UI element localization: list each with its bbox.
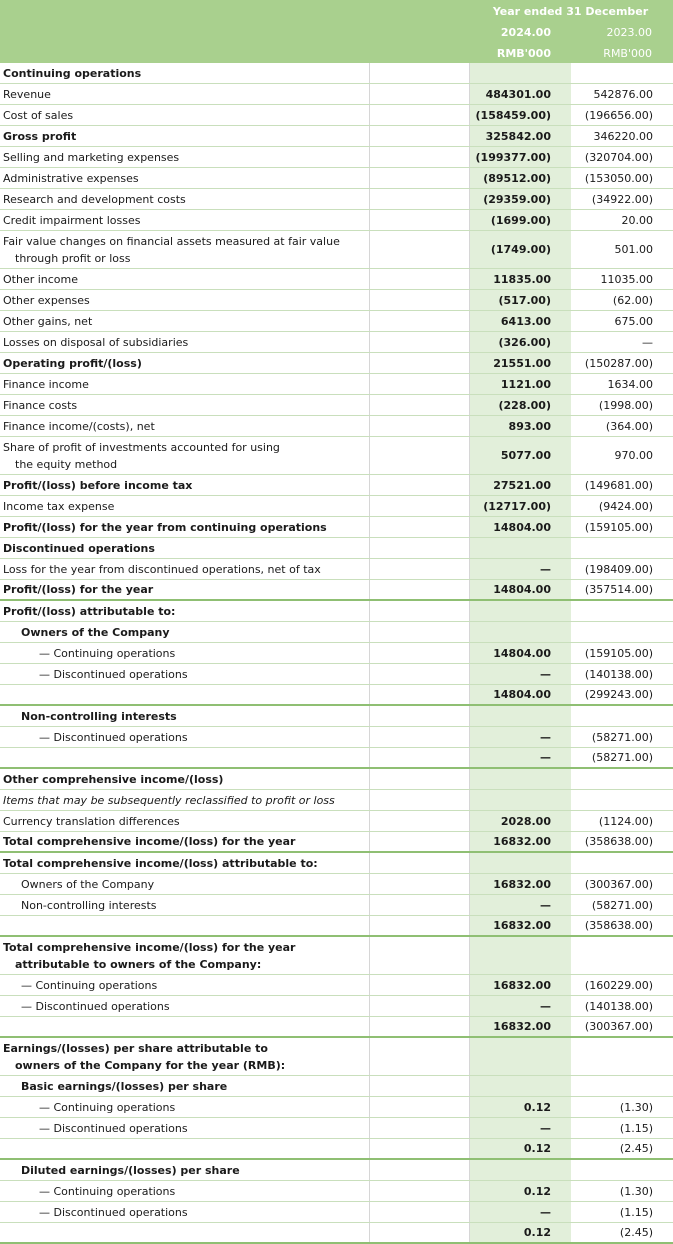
value-current: (158459.00) (470, 105, 571, 125)
value-current: (517.00) (470, 290, 571, 310)
note-cell (370, 1181, 470, 1201)
value-current: 1121.00 (470, 374, 571, 394)
table-row (0, 580, 673, 601)
table-row (0, 937, 673, 975)
value-prior: (34922.00) (591, 192, 653, 206)
value-prior (571, 538, 673, 558)
value-current: 893.00 (470, 416, 571, 436)
value-current (470, 63, 571, 83)
table-row (0, 1139, 673, 1160)
row-label (0, 1223, 370, 1242)
value-current: 14804.00 (470, 517, 571, 537)
note-cell (370, 105, 470, 125)
table-row (0, 1181, 673, 1202)
value-prior: (1.15) (619, 1205, 653, 1219)
row-label (0, 437, 370, 474)
row-label-line2: through profit or loss (15, 252, 131, 265)
note-cell (370, 975, 470, 995)
table-header (0, 0, 673, 63)
row-label: Diluted earnings/(losses) per share (0, 1160, 370, 1180)
row-label: Other expenses (0, 290, 370, 310)
table-row (0, 231, 673, 269)
row-label: Non-controlling interests (0, 706, 370, 726)
value-prior: (1.15) (619, 1121, 653, 1135)
value-current: 11835.00 (470, 269, 571, 289)
note-cell (370, 748, 470, 767)
value-prior: 1634.00 (607, 377, 653, 391)
value-current (470, 622, 571, 642)
row-label (0, 1139, 370, 1158)
row-label-line1: Earnings/(losses) per share attributable to (3, 1042, 268, 1055)
value-prior: (196656.00) (584, 108, 653, 122)
row-label: Profit/(loss) attributable to: (0, 601, 370, 621)
table-row (0, 769, 673, 790)
table-row (0, 517, 673, 538)
row-label: — Discontinued operations (0, 996, 370, 1016)
table-row (0, 748, 673, 769)
table-row (0, 1202, 673, 1223)
value-current: 6413.00 (470, 311, 571, 331)
note-cell (370, 996, 470, 1016)
value-prior: 542876.00 (593, 87, 653, 101)
note-cell (370, 210, 470, 230)
table-row (0, 916, 673, 937)
note-cell (370, 395, 470, 415)
value-current: — (470, 1118, 571, 1138)
table-row (0, 538, 673, 559)
row-label (0, 937, 370, 974)
table-row (0, 706, 673, 727)
row-label: Losses on disposal of subsidiaries (0, 332, 370, 352)
value-current: — (470, 895, 571, 915)
table-row (0, 975, 673, 996)
row-label: Research and development costs (0, 189, 370, 209)
row-label: Income tax expense (0, 496, 370, 516)
row-label: Total comprehensive income/(loss) attributable to: (0, 853, 370, 873)
note-cell (370, 374, 470, 394)
value-prior: (9424.00) (598, 499, 653, 513)
value-prior (571, 622, 673, 642)
value-current (470, 1076, 571, 1096)
note-cell (370, 664, 470, 684)
table-row (0, 63, 673, 84)
note-cell (370, 601, 470, 621)
table-row (0, 1160, 673, 1181)
unit-prior-heading: RMB'000 (603, 47, 652, 60)
table-row (0, 105, 673, 126)
value-current: (199377.00) (470, 147, 571, 167)
value-current: (89512.00) (470, 168, 571, 188)
value-current (470, 706, 571, 726)
row-label: Profit/(loss) for the year from continuing operations (0, 517, 370, 537)
row-label (0, 1038, 370, 1075)
value-current: 0.12 (470, 1139, 571, 1158)
table-row (0, 84, 673, 105)
value-prior: (1998.00) (598, 398, 653, 412)
note-cell (370, 416, 470, 436)
value-current: 14804.00 (470, 643, 571, 663)
table-row (0, 643, 673, 664)
unit-current-heading: RMB'000 (496, 47, 551, 60)
value-prior (571, 790, 673, 810)
note-cell (370, 1202, 470, 1222)
value-prior: (150287.00) (584, 356, 653, 370)
table-row (0, 475, 673, 496)
value-prior: 11035.00 (600, 272, 653, 286)
row-label: Other gains, net (0, 311, 370, 331)
note-cell (370, 475, 470, 495)
value-current: — (470, 559, 571, 579)
value-prior: (1.30) (619, 1100, 653, 1114)
value-prior: (62.00) (612, 293, 653, 307)
table-row (0, 664, 673, 685)
row-label: Owners of the Company (0, 622, 370, 642)
note-cell (370, 311, 470, 331)
period-heading: Year ended 31 December (492, 5, 649, 18)
note-cell (370, 769, 470, 789)
row-label: Finance costs (0, 395, 370, 415)
row-label-line1: Fair value changes on financial assets measured at fair value (3, 235, 340, 248)
table-row (0, 727, 673, 748)
row-label: Owners of the Company (0, 874, 370, 894)
row-label: — Discontinued operations (0, 727, 370, 747)
row-label: Finance income (0, 374, 370, 394)
row-label: Gross profit (0, 126, 370, 146)
value-current: (12717.00) (470, 496, 571, 516)
row-label: — Continuing operations (0, 643, 370, 663)
row-label: — Continuing operations (0, 1097, 370, 1117)
value-prior (571, 601, 673, 621)
row-label: Credit impairment losses (0, 210, 370, 230)
note-cell (370, 727, 470, 747)
row-label: Profit/(loss) for the year (0, 580, 370, 599)
value-current: 16832.00 (470, 975, 571, 995)
value-prior: (364.00) (605, 419, 653, 433)
note-cell (370, 1160, 470, 1180)
table-row (0, 496, 673, 517)
note-cell (370, 853, 470, 873)
value-prior: (58271.00) (591, 751, 653, 764)
row-label: — Discontinued operations (0, 1202, 370, 1222)
value-current: — (470, 996, 571, 1016)
note-cell (370, 790, 470, 810)
value-current: (1749.00) (470, 231, 571, 268)
row-label: Non-controlling interests (0, 895, 370, 915)
note-cell (370, 517, 470, 537)
value-prior: (358638.00) (584, 835, 653, 848)
value-prior: (358638.00) (584, 919, 653, 932)
table-row (0, 311, 673, 332)
table-row (0, 811, 673, 832)
value-current: 21551.00 (470, 353, 571, 373)
table-row (0, 269, 673, 290)
table-row (0, 874, 673, 895)
value-current (470, 853, 571, 873)
table-row (0, 1097, 673, 1118)
value-prior: 346220.00 (593, 129, 653, 143)
row-label (0, 1017, 370, 1036)
value-current: (1699.00) (470, 210, 571, 230)
value-prior: (1124.00) (598, 814, 653, 828)
value-current (470, 937, 571, 974)
value-current: 27521.00 (470, 475, 571, 495)
note-cell (370, 496, 470, 516)
year-current-heading: 2024.00 (500, 26, 551, 39)
row-label-line1: Share of profit of investments accounted for using (3, 441, 280, 454)
row-label: Revenue (0, 84, 370, 104)
row-label-line2: attributable to owners of the Company: (15, 958, 262, 971)
note-cell (370, 269, 470, 289)
row-label: Total comprehensive income/(loss) for the year (0, 832, 370, 851)
value-prior: (58271.00) (591, 898, 653, 912)
value-current: (29359.00) (470, 189, 571, 209)
note-cell (370, 1038, 470, 1075)
note-cell (370, 538, 470, 558)
note-cell (370, 126, 470, 146)
value-prior: (299243.00) (584, 688, 653, 701)
value-prior: (58271.00) (591, 730, 653, 744)
value-prior (571, 1160, 673, 1180)
value-prior (571, 853, 673, 873)
value-prior: (300367.00) (584, 877, 653, 891)
table-row (0, 622, 673, 643)
note-cell (370, 622, 470, 642)
table-row (0, 353, 673, 374)
value-prior: (1.30) (619, 1184, 653, 1198)
note-cell (370, 147, 470, 167)
table-row (0, 374, 673, 395)
row-label: — Discontinued operations (0, 1118, 370, 1138)
value-prior (571, 1038, 673, 1075)
note-cell (370, 231, 470, 268)
note-cell (370, 1118, 470, 1138)
value-current (470, 538, 571, 558)
value-current: — (470, 1202, 571, 1222)
table-row (0, 168, 673, 189)
value-current (470, 1038, 571, 1075)
row-label (0, 231, 370, 268)
table-row (0, 1017, 673, 1038)
value-prior (571, 937, 673, 974)
note-cell (370, 437, 470, 474)
row-label-line2: owners of the Company for the year (RMB): (15, 1059, 286, 1072)
table-row (0, 210, 673, 231)
note-cell (370, 1017, 470, 1036)
table-row (0, 832, 673, 853)
row-label: Items that may be subsequently reclassified to profit or loss (0, 790, 370, 810)
note-cell (370, 63, 470, 83)
value-prior: (159105.00) (584, 646, 653, 660)
table-row (0, 1038, 673, 1076)
table-row (0, 996, 673, 1017)
row-label (0, 685, 370, 704)
table-row (0, 790, 673, 811)
value-prior (571, 1076, 673, 1096)
value-prior: (2.45) (619, 1142, 653, 1155)
value-current: 484301.00 (470, 84, 571, 104)
value-current (470, 769, 571, 789)
value-prior: (159105.00) (584, 520, 653, 534)
value-prior: 970.00 (614, 449, 653, 462)
value-current: — (470, 664, 571, 684)
row-label: Loss for the year from discontinued operations, net of tax (0, 559, 370, 579)
note-cell (370, 832, 470, 851)
value-current: — (470, 748, 571, 767)
value-current: 14804.00 (470, 685, 571, 704)
row-label: Profit/(loss) before income tax (0, 475, 370, 495)
table-row (0, 853, 673, 874)
table-row (0, 601, 673, 622)
value-current (470, 1160, 571, 1180)
table-row (0, 395, 673, 416)
table-row (0, 189, 673, 210)
value-prior: (300367.00) (584, 1020, 653, 1033)
value-prior (571, 63, 673, 83)
value-prior: (320704.00) (584, 150, 653, 164)
value-current: — (470, 727, 571, 747)
note-cell (370, 332, 470, 352)
note-cell (370, 895, 470, 915)
table-row (0, 1118, 673, 1139)
value-current: 325842.00 (470, 126, 571, 146)
table-row (0, 1076, 673, 1097)
income-statement-table (0, 63, 673, 1244)
row-label: Operating profit/(loss) (0, 353, 370, 373)
note-cell (370, 916, 470, 935)
row-label: Finance income/(costs), net (0, 416, 370, 436)
value-current (470, 790, 571, 810)
value-current: 16832.00 (470, 832, 571, 851)
row-label: Administrative expenses (0, 168, 370, 188)
row-label: — Continuing operations (0, 975, 370, 995)
table-row (0, 437, 673, 475)
table-row (0, 559, 673, 580)
table-row (0, 290, 673, 311)
table-row (0, 147, 673, 168)
table-row (0, 895, 673, 916)
value-current: 14804.00 (470, 580, 571, 599)
value-prior: 675.00 (614, 314, 653, 328)
note-cell (370, 706, 470, 726)
note-cell (370, 353, 470, 373)
value-prior: (149681.00) (584, 478, 653, 492)
value-current: (326.00) (470, 332, 571, 352)
value-prior: (198409.00) (584, 562, 653, 576)
note-cell (370, 1097, 470, 1117)
value-current: 0.12 (470, 1223, 571, 1242)
value-prior: (140138.00) (584, 667, 653, 681)
value-prior: (357514.00) (584, 583, 653, 596)
value-prior: (140138.00) (584, 999, 653, 1013)
note-cell (370, 643, 470, 663)
row-label (0, 916, 370, 935)
row-label-line1: Total comprehensive income/(loss) for the year (3, 941, 296, 954)
value-current: (228.00) (470, 395, 571, 415)
value-current: 2028.00 (470, 811, 571, 831)
value-current: 16832.00 (470, 874, 571, 894)
note-cell (370, 1076, 470, 1096)
value-prior: 501.00 (614, 243, 653, 256)
value-prior: (2.45) (619, 1226, 653, 1239)
year-prior-heading: 2023.00 (606, 26, 652, 39)
value-current: 5077.00 (470, 437, 571, 474)
table-row (0, 332, 673, 353)
row-label: Other comprehensive income/(loss) (0, 769, 370, 789)
row-label: Currency translation differences (0, 811, 370, 831)
row-label: Basic earnings/(losses) per share (0, 1076, 370, 1096)
value-current (470, 601, 571, 621)
row-label: — Discontinued operations (0, 664, 370, 684)
value-prior (571, 706, 673, 726)
table-row (0, 416, 673, 437)
row-label: Cost of sales (0, 105, 370, 125)
value-prior: (153050.00) (584, 171, 653, 185)
note-cell (370, 290, 470, 310)
note-cell (370, 874, 470, 894)
row-label: Selling and marketing expenses (0, 147, 370, 167)
value-prior: — (642, 335, 653, 349)
note-cell (370, 685, 470, 704)
note-cell (370, 1139, 470, 1158)
note-cell (370, 559, 470, 579)
note-cell (370, 580, 470, 599)
note-cell (370, 189, 470, 209)
row-label (0, 748, 370, 767)
table-row (0, 685, 673, 706)
value-prior: (160229.00) (584, 978, 653, 992)
note-cell (370, 168, 470, 188)
row-label: Other income (0, 269, 370, 289)
value-prior: 20.00 (621, 213, 653, 227)
value-current: 16832.00 (470, 916, 571, 935)
row-label-line2: the equity method (15, 458, 118, 471)
value-prior (571, 769, 673, 789)
note-cell (370, 1223, 470, 1242)
value-current: 0.12 (470, 1181, 571, 1201)
note-cell (370, 937, 470, 974)
row-label: Continuing operations (0, 63, 370, 83)
table-row (0, 126, 673, 147)
value-current: 0.12 (470, 1097, 571, 1117)
note-cell (370, 84, 470, 104)
note-cell (370, 811, 470, 831)
row-label: Discontinued operations (0, 538, 370, 558)
row-label: — Continuing operations (0, 1181, 370, 1201)
value-current: 16832.00 (470, 1017, 571, 1036)
